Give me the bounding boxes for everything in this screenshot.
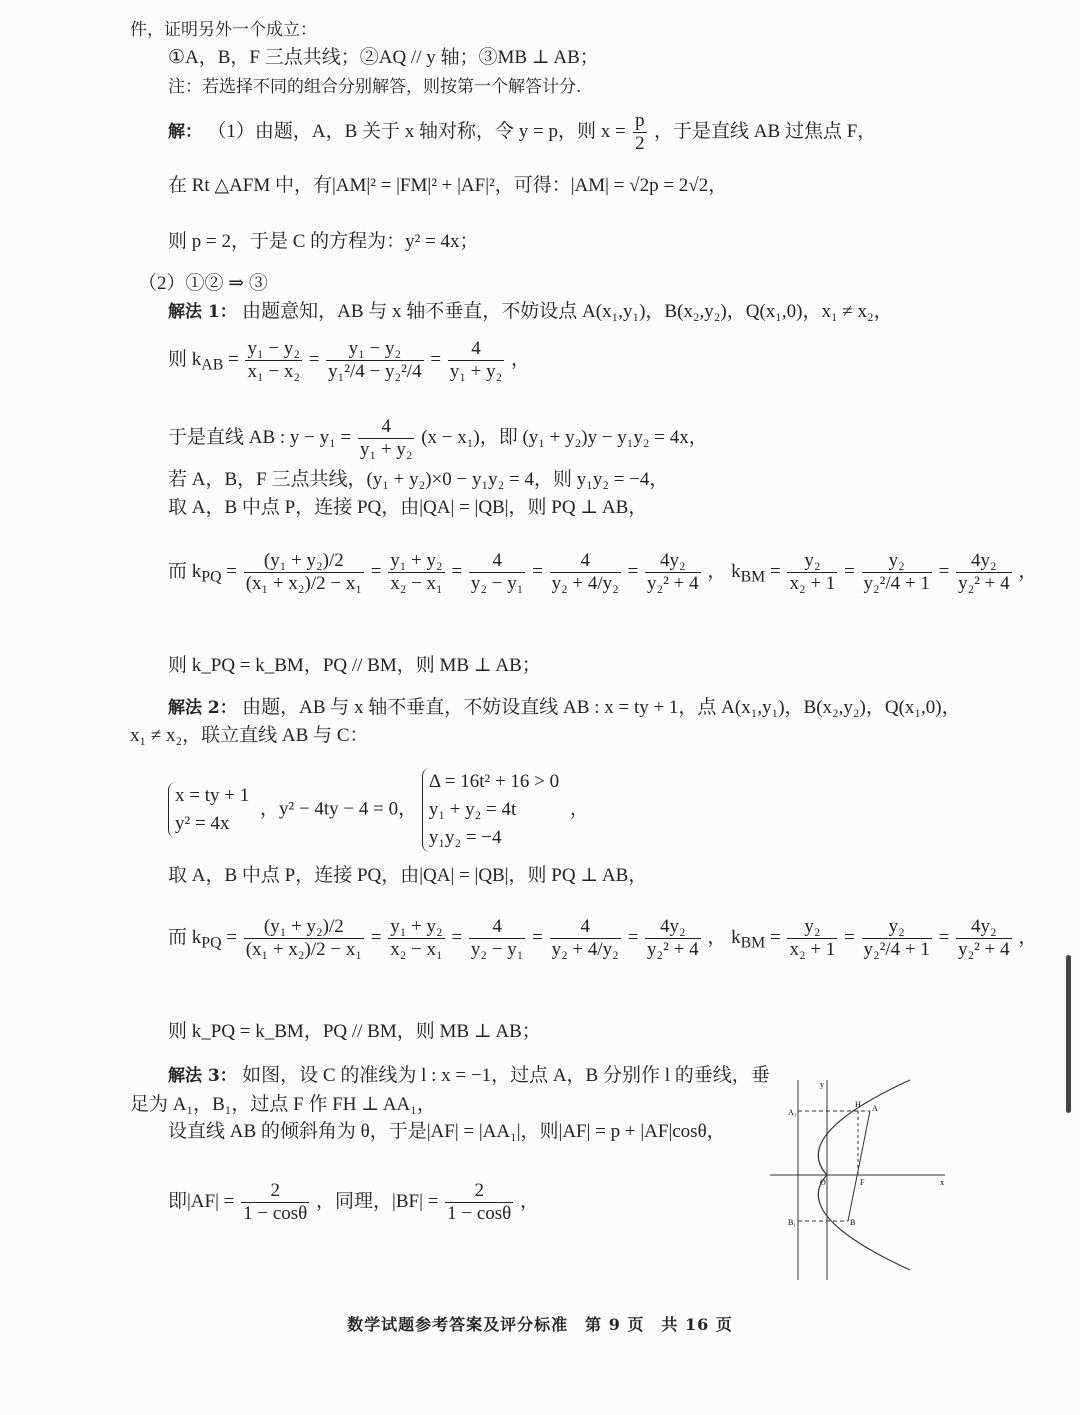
line-ab — [848, 1111, 870, 1221]
method3-intro — [168, 1064, 770, 1088]
conclusion-1: 则 k_PQ = k_BM，PQ // BM，则 MB ⊥ AB； — [168, 655, 541, 676]
kpq-sub: PQ — [201, 934, 222, 952]
frac-den: y₂² + 4 — [647, 573, 699, 594]
frac-num: 4y₂ — [971, 916, 997, 937]
eq-sign: = — [938, 560, 950, 582]
same-text: ，同理，|BF| = — [316, 1190, 439, 1212]
bf-frac — [445, 1180, 513, 1225]
eq-sign: = — [430, 348, 442, 370]
kbm-frac3 — [956, 550, 1012, 595]
part1-line2: 在 Rt △AFM 中，有|AM|² = |FM|² + |AF|²，可得：|AM| = √2p = 2√2， — [168, 175, 728, 196]
kpq-frac4 — [550, 550, 621, 595]
frac-num: (y₁ + y₂)/2 — [263, 550, 344, 571]
comma: ， — [1018, 926, 1038, 948]
frac-den: x₂ − x₁ — [390, 939, 443, 960]
eq-sign: = — [532, 560, 543, 582]
label-b: B — [850, 1218, 856, 1227]
frac-den: y₁ + y₂ — [359, 439, 413, 460]
eq-sign: = — [370, 560, 382, 582]
frac-num: 4 — [580, 916, 590, 937]
end-comma: ， — [520, 1190, 540, 1212]
midpoint-line-2: 取 A，B 中点 P，连接 PQ，由|QA| = |QB|，则 PQ ⊥ AB， — [168, 865, 648, 886]
kpq-frac3 — [469, 550, 525, 595]
frac-den: x₂ + 1 — [789, 939, 836, 960]
kab-sub: AB — [201, 356, 224, 374]
frac-den: y₂ + 4/y₂ — [551, 939, 619, 960]
frac-num: y₂ — [804, 916, 821, 937]
kpq-frac3 — [469, 916, 525, 961]
comma: ， — [707, 560, 727, 582]
frac-den: x₂ + 1 — [789, 573, 836, 594]
frac-den: y₂² + 4 — [958, 939, 1010, 960]
kbm-frac1 — [787, 550, 837, 595]
kpq-frac1 — [244, 916, 364, 961]
kab-frac3 — [448, 338, 504, 383]
frac-den: y₂² + 4 — [647, 939, 699, 960]
af-equation — [168, 1180, 539, 1225]
frac-num: y₁ − y₂ — [247, 338, 300, 359]
eq-sign: = — [844, 926, 855, 948]
method1-label: 解法 1： — [168, 302, 237, 322]
part1-line1 — [168, 110, 876, 155]
system-a-line1: x = ty + 1 — [175, 785, 250, 806]
system-b-line3: y₁y₂ = −4 — [428, 827, 502, 848]
frac-den: (x₁ + x₂)/2 − x₁ — [245, 573, 362, 594]
label-o: O — [820, 1178, 826, 1187]
eq-sign: = — [370, 926, 382, 948]
frac-num: 4y₂ — [659, 916, 686, 937]
kab-equation — [168, 338, 530, 383]
eq-sign: = — [228, 348, 239, 370]
kbm-sub: BM — [740, 934, 766, 952]
kpq-equation-2 — [168, 916, 1037, 961]
comma: ， — [569, 798, 589, 820]
method2-intro-text: 由题，AB 与 x 轴不垂直，不妨设直线 AB : x = ty + 1，点 A(x₁,y₁)，B(x₂,y₂)，Q(x₁,0)， — [242, 697, 961, 718]
system-b-line2: y₁ + y₂ = 4t — [428, 799, 517, 820]
kbm-prefix: k — [731, 926, 741, 948]
kbm-sub: BM — [740, 568, 766, 586]
line-ab-equation — [168, 416, 708, 461]
kbm-frac2 — [862, 550, 932, 595]
kpq-prefix: 而 k — [168, 926, 202, 948]
parabola-figure — [770, 1075, 950, 1285]
label-x: x — [940, 1178, 944, 1187]
kbm-frac3 — [956, 916, 1012, 961]
frac-den: y₁ + y₂ — [449, 361, 503, 382]
frac-num: 2 — [270, 1180, 280, 1201]
eq-sign: = — [769, 926, 781, 948]
method1-intro-text: 由题意知，AB 与 x 轴不垂直，不妨设点 A(x₁,y₁)，B(x₂,y₂)，Q(x₁,0)，x₁ ≠ x₂， — [242, 301, 893, 322]
kbm-frac2 — [862, 916, 932, 961]
label-b1: B₁ — [788, 1218, 797, 1227]
method3-text2: 足为 A₁，B₁，过点 F 作 FH ⊥ AA₁， — [130, 1094, 436, 1115]
kpq-frac1 — [244, 550, 364, 595]
scrollbar[interactable] — [1066, 955, 1071, 1113]
frac-den: y₂² + 4 — [958, 573, 1010, 594]
eq-sign: = — [627, 926, 639, 948]
eq-sign: = — [844, 560, 855, 582]
eq-sign: = — [451, 560, 463, 582]
frac-num: y₁ − y₂ — [348, 338, 402, 359]
method3-text1: 如图，设 C 的准线为 l : x = −1，过点 A，B 分别作 l 的垂线，垂 — [242, 1065, 770, 1086]
method1-intro — [168, 300, 893, 324]
frac-num: 4 — [492, 550, 502, 571]
frac-den: x₂ − x₁ — [390, 573, 443, 594]
kbm-frac1 — [787, 916, 837, 961]
page-footer: 数学试题参考答案及评分标准 第 9 页 共 16 页 — [347, 1315, 733, 1334]
kpq-frac5 — [645, 916, 701, 961]
label-y: y — [820, 1080, 824, 1089]
frac-den: y₂ − y₁ — [470, 939, 524, 960]
kpq-sub: PQ — [201, 568, 222, 586]
frac-num: 4y₂ — [971, 550, 997, 571]
eq-sign: = — [938, 926, 950, 948]
frac-num: 2 — [474, 1180, 484, 1201]
part1-fraction — [633, 110, 647, 155]
eq-sign: = — [451, 926, 463, 948]
comma: ， — [511, 348, 531, 370]
method2-label: 解法 2： — [168, 698, 237, 718]
collinear-line: 若 A，B，F 三点共线，(y₁ + y₂)×0 − y₁y₂ = 4，则 y₁y₂ = −4， — [168, 469, 669, 490]
line-suffix: (x − x₁)，即 (y₁ + y₂)y − y₁y₂ = 4x， — [421, 426, 708, 448]
frac-den: y₂ − y₁ — [470, 573, 524, 594]
solution-label: 解： — [168, 122, 202, 142]
frac-num: y₂ — [888, 916, 905, 937]
frac-num: 4 — [580, 550, 590, 571]
frac-den: y₁²/4 − y₂²/4 — [328, 361, 422, 382]
frac-num: y₂ — [804, 550, 821, 571]
part1-text-a: （1）由题，A，B 关于 x 轴对称，令 y = p，则 x = — [207, 121, 626, 142]
frac-den: x₁ − x₂ — [247, 361, 300, 382]
frac-den: y₂ + 4/y₂ — [551, 573, 619, 594]
kab-frac1 — [245, 338, 301, 383]
system-a-line2: y² = 4x — [175, 813, 230, 834]
frac-num: 4 — [381, 416, 391, 437]
method2-intro2: x₁ ≠ x₂，联立直线 AB 与 C： — [130, 725, 369, 746]
comma: ， — [1018, 560, 1038, 582]
system-mid: ，y² − 4ty − 4 = 0， — [259, 798, 418, 820]
part1-text-b: ，于是直线 AB 过焦点 F， — [654, 121, 877, 142]
frac-num: (y₁ + y₂)/2 — [263, 916, 344, 937]
label-a1: A₁ — [788, 1108, 797, 1117]
kbm-prefix: k — [731, 560, 741, 582]
method3-text3: 设直线 AB 的倾斜角为 θ，于是|AF| = |AA₁|，则|AF| = p + |AF|cosθ， — [168, 1121, 726, 1142]
line-prefix: 于是直线 AB : y − y₁ = — [168, 426, 352, 448]
conclusion-2: 则 k_PQ = k_BM，PQ // BM，则 MB ⊥ AB； — [168, 1021, 541, 1042]
frac-den: (x₁ + x₂)/2 − x₁ — [245, 939, 362, 960]
kpq-prefix: 而 k — [168, 560, 202, 582]
method2-intro — [168, 696, 961, 720]
kpq-frac2 — [388, 916, 444, 961]
af-frac — [241, 1180, 309, 1225]
frac-num: y₁ + y₂ — [390, 916, 443, 937]
kab-prefix: 则 k — [168, 348, 202, 370]
label-a: A — [872, 1104, 878, 1113]
note-line: 注：若选择不同的组合分别解答，则按第一个解答计分. — [168, 77, 582, 97]
frac-num: p — [635, 110, 645, 131]
method3-label: 解法 3： — [168, 1066, 237, 1086]
kpq-frac2 — [388, 550, 444, 595]
part1-line3: 则 p = 2，于是 C 的方程为：y² = 4x； — [168, 231, 479, 252]
kpq-frac4 — [550, 916, 621, 961]
system-a — [168, 782, 249, 838]
frac-num: 4y₂ — [659, 550, 686, 571]
kpq-frac5 — [645, 550, 701, 595]
midpoint-line-1: 取 A，B 中点 P，连接 PQ，由|QA| = |QB|，则 PQ ⊥ AB， — [168, 497, 648, 518]
kab-frac2 — [326, 338, 423, 383]
system-b-line1: Δ = 16t² + 16 > 0 — [428, 771, 560, 792]
label-h: H — [855, 1100, 861, 1109]
system-equations — [168, 768, 589, 852]
conditions-line: ①A，B，F 三点共线；②AQ // y 轴；③MB ⊥ AB； — [168, 47, 599, 68]
frac-den: 1 − cosθ — [447, 1203, 512, 1224]
frac-den: 1 − cosθ — [243, 1203, 308, 1224]
header-line: 件，证明另外一个成立： — [130, 20, 317, 40]
comma: ， — [707, 926, 727, 948]
frac-num: y₂ — [888, 550, 905, 571]
eq-sign: = — [769, 560, 781, 582]
frac-den: y₂²/4 + 1 — [863, 939, 930, 960]
frac-den: y₂²/4 + 1 — [863, 573, 930, 594]
frac-num: 4 — [492, 916, 502, 937]
line-frac — [358, 416, 414, 461]
eq-sign: = — [308, 348, 320, 370]
frac-den: 2 — [635, 133, 645, 154]
system-b — [422, 768, 559, 852]
eq-sign: = — [226, 560, 237, 582]
part2-title: （2）①② ⇒ ③ — [138, 273, 268, 294]
label-f: F — [860, 1178, 865, 1187]
eq-sign: = — [627, 560, 639, 582]
frac-num: 4 — [471, 338, 481, 359]
frac-num: y₁ + y₂ — [390, 550, 443, 571]
eq-sign: = — [226, 926, 237, 948]
eq-sign: = — [532, 926, 543, 948]
af-prefix: 即|AF| = — [168, 1190, 235, 1212]
kpq-equation-1 — [168, 550, 1037, 595]
